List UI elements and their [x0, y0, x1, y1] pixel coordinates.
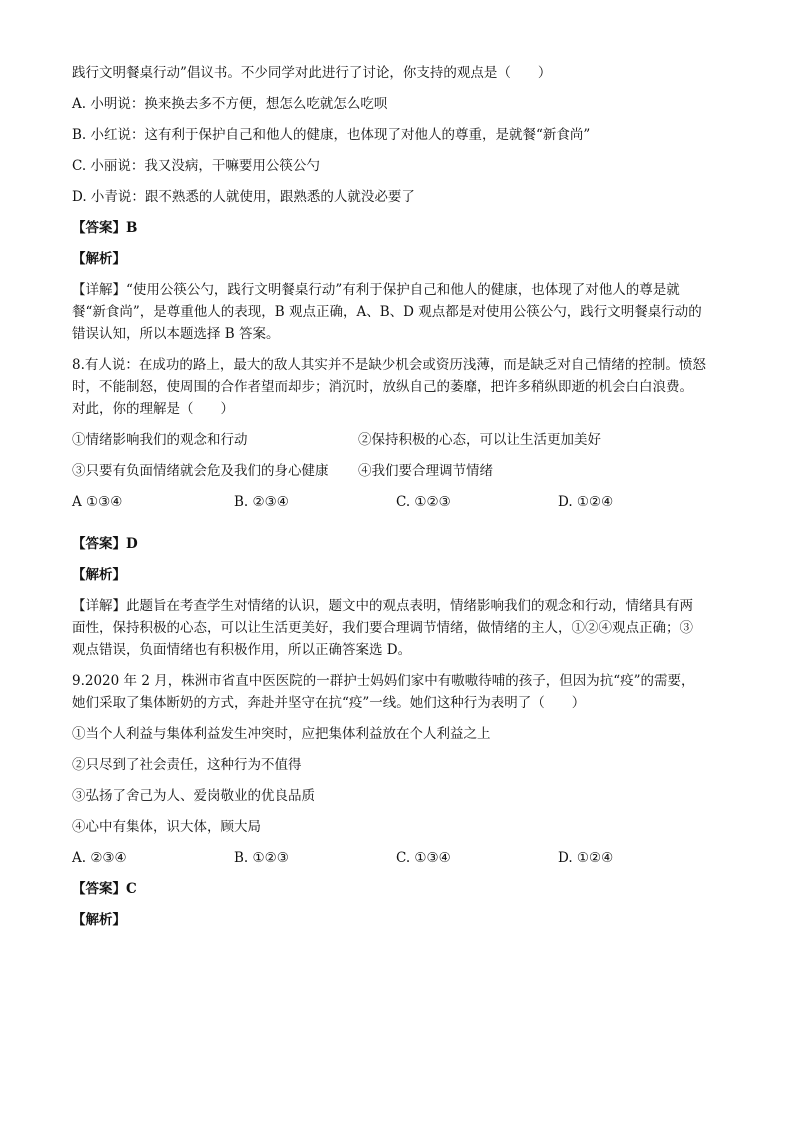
- q8-stem-line: 对此，你的理解是（ ）: [72, 401, 234, 417]
- q9-choices: [72, 847, 732, 869]
- q9-analysis-label: 【解析】: [72, 912, 126, 928]
- q9-stem-line: 9.2020 年 2 月，株洲市省直中医医院的一群护士妈妈们家中有嗷嗷待哺的孩子，但因为抗“疫”的需要，: [72, 673, 695, 689]
- q8-statements-row-2: [72, 460, 732, 482]
- q8-stem-line: 时，不能制怒，使周围的合作者望而却步；消沉时，放纵自己的萎靡，把许多稍纵即逝的机会白白浪费。: [72, 379, 693, 395]
- q8-statement-3: ③只要有负面情绪就会危及我们的身心健康: [72, 463, 329, 479]
- q7-option-a: A. 小明说：换来换去多不方便，想怎么吃就怎么吃呗: [72, 96, 388, 112]
- document-page: [72, 62, 732, 940]
- q8-detail-line: 面性，保持积极的心态，可以让生活更美好，我们要合理调节情绪，做情绪的主人，①②④观点正确；③: [72, 620, 693, 636]
- q8-statement-4: ④我们要合理调节情绪: [358, 463, 493, 479]
- q8-choices: [72, 491, 732, 513]
- q8-choice-a: A ①③④: [72, 494, 123, 510]
- q8-choice-d: D. ①②④: [558, 494, 614, 510]
- q9-stem: [72, 670, 732, 714]
- q9-statement-2: ②只尽到了社会责任，这种行为不值得: [72, 757, 302, 773]
- q9-choice-a: A. ②③④: [72, 850, 127, 866]
- q8-statements-row-1: [72, 429, 732, 451]
- q9-choice-b: B. ①②③: [234, 850, 289, 866]
- q9-answer: 【答案】C: [72, 881, 137, 897]
- q8-stem: [72, 354, 732, 420]
- q9-choice-c: C. ①③④: [396, 850, 451, 866]
- q7-analysis-label: 【解析】: [72, 251, 126, 267]
- q8-analysis-label: 【解析】: [72, 567, 126, 583]
- q7-stem: 践行文明餐桌行动”倡议书。不少同学对此进行了讨论，你支持的观点是（ ）: [72, 65, 552, 81]
- q7-answer: 【答案】B: [72, 220, 138, 236]
- q7-option-c: C. 小丽说：我又没病，干嘛要用公筷公勺: [72, 158, 320, 174]
- q9-stem-line: 她们采取了集体断奶的方式，奔赴并坚守在抗“疫”一线。她们这种行为表明了（ ）: [72, 695, 586, 711]
- q8-choice-c: C. ①②③: [396, 494, 451, 510]
- q7-detail-line: 餐“新食尚”，是尊重他人的表现，B 观点正确，A、B、D 观点都是对使用公筷公勺，践行文明餐桌行动的: [72, 304, 702, 320]
- q8-detail-line: 观点错误，负面情绪也有积极作用，所以正确答案选 D。: [72, 642, 412, 658]
- q8-detail-line: 【详解】此题旨在考查学生对情绪的认识，题文中的观点表明，情绪影响我们的观念和行动，情绪具有两: [72, 598, 693, 614]
- q7-detail: [72, 279, 732, 345]
- q9-choice-d: D. ①②④: [558, 850, 614, 866]
- q7-option-b: B. 小红说：这有利于保护自己和他人的健康，也体现了对他人的尊重，是就餐“新食尚”: [72, 127, 591, 143]
- q8-choice-b: B. ②③④: [234, 494, 289, 510]
- q8-detail: [72, 595, 732, 661]
- q7-detail-line: 错误认知，所以本题选择 B 答案。: [72, 326, 280, 342]
- q7-option-d: D. 小青说：跟不熟悉的人就使用，跟熟悉的人就没必要了: [72, 189, 415, 205]
- q7-detail-line: 【详解】“使用公筷公勺，践行文明餐桌行动”有利于保护自己和他人的健康，也体现了对他人的尊是就: [72, 282, 680, 298]
- q9-statement-3: ③弘扬了舍己为人、爱岗敬业的优良品质: [72, 788, 315, 804]
- q8-stem-line: 8.有人说：在成功的路上，最大的敌人其实并不是缺少机会或资历浅薄，而是缺乏对自己情绪的控制。愤怒: [72, 357, 706, 373]
- q9-statement-1: ①当个人利益与集体利益发生冲突时，应把集体利益放在个人利益之上: [72, 726, 491, 742]
- q9-statement-4: ④心中有集体，识大体，顾大局: [72, 819, 261, 835]
- q8-statement-1: ①情绪影响我们的观念和行动: [72, 432, 248, 448]
- q8-answer: 【答案】D: [72, 536, 138, 552]
- q8-statement-2: ②保持积极的心态，可以让生活更加美好: [358, 432, 601, 448]
